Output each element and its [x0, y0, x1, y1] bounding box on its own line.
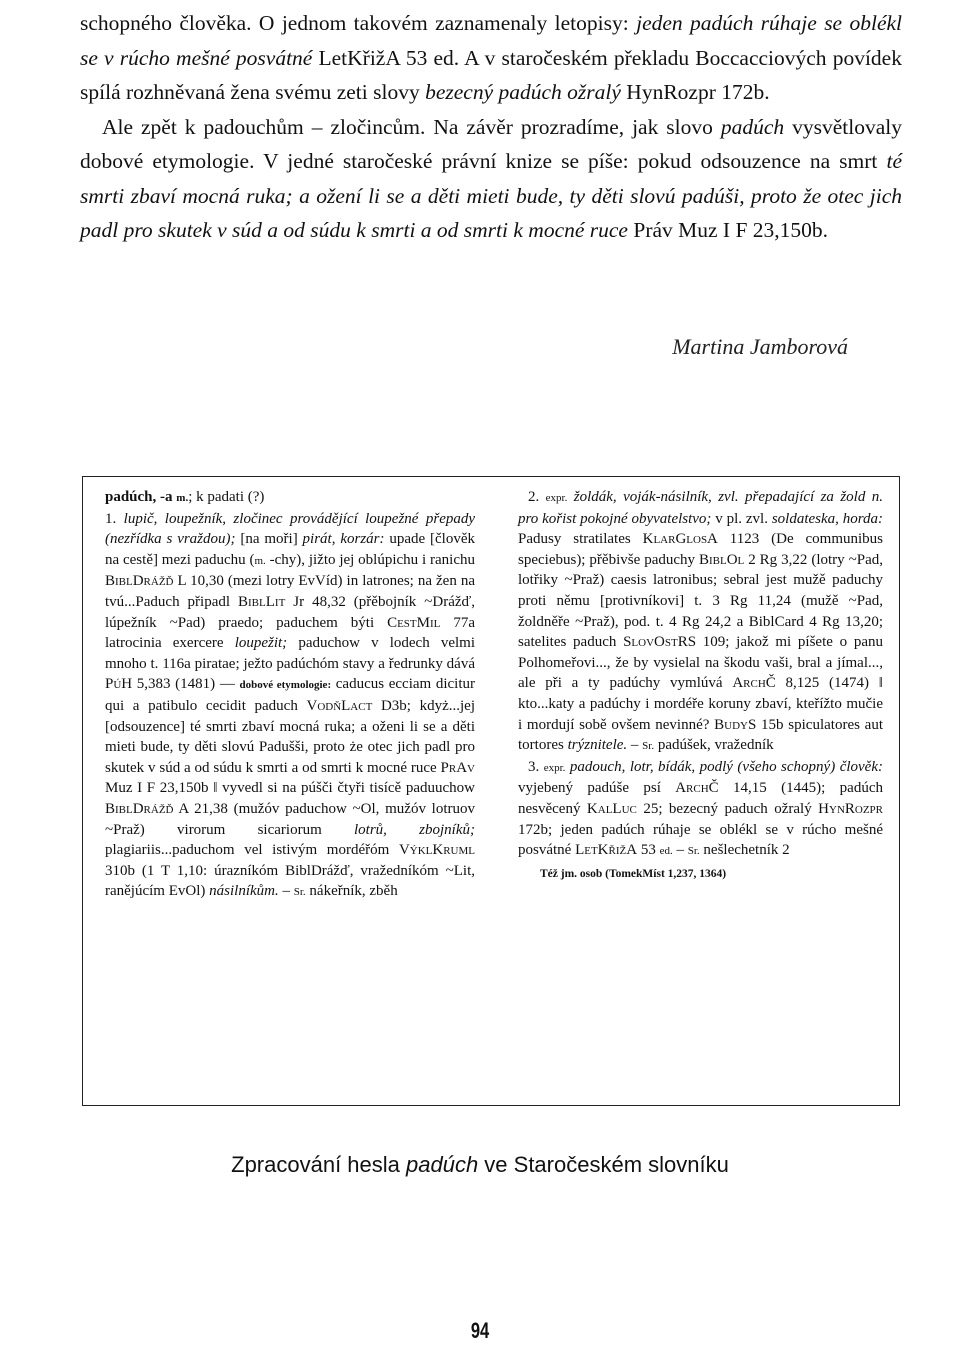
text-run: L 10,30 (mezi lotry EvVíd) in latrones; na žen na tvú...Paduch připadl [105, 573, 475, 610]
tilde-sign: ~ [424, 593, 433, 610]
paragraph-2 [80, 110, 902, 248]
entry-head [105, 487, 475, 509]
tilde-sign: ~ [575, 613, 584, 630]
definition: násilníkům. [209, 883, 279, 900]
text-run: – [672, 842, 688, 859]
author-signature: Martina Jamborová [672, 334, 848, 359]
source-abbrev: BudyS [714, 716, 757, 733]
italic-quote: bezecný padúch ožralý [425, 80, 621, 104]
text-run: Praž) caesis latronibus; sebral jest mužě paduchy proti němu [protivníkovi] t. 3 Rg 11,24 (mužě [518, 572, 883, 609]
section-label: dobové etymologie: [239, 679, 332, 692]
definition: pirát, korzár: [302, 531, 385, 548]
text-run: – [278, 883, 294, 900]
text-run: Praž), pod. t. 4 Rg 24,2 a BiblCard 4 Rg 13,20; satelites paduch [518, 613, 883, 651]
text-run: 2 Rg 3,22 (lotry [744, 551, 849, 568]
italic-term: padúch [720, 114, 785, 139]
definition: loupežit; [234, 635, 288, 652]
sense-2 [518, 487, 883, 757]
source-abbrev: ArchČ [732, 675, 776, 692]
italic-quote: jeden padúch rúhaje se oblékl se v rúcho mešné posvátné [80, 11, 903, 70]
text-run: Jr 48,32 (přěbojník [285, 593, 425, 610]
text-run: v pl. zvl. [711, 510, 772, 527]
text-run: nákeřník, zběh [305, 883, 398, 900]
sense-3 [518, 757, 883, 862]
text-run: 8,125 (1474) ‖ kto...katy a padúchy i mordéře koruny zbaví, kteřížto mučie i mordují sobě ovšem nevinné? [518, 675, 883, 733]
figure-caption [0, 1152, 960, 1178]
tilde-sign: ~ [848, 551, 857, 568]
italic-quote: té smrti zbaví mocná ruka; a ožení li se a děti mieti bude, ty děti slovú padúši, proto že otec jich padl pro skutek v súd a od súdu k smrti a od smrti k mocné ruce [80, 149, 902, 242]
text-run: D3b; kdyż...jej [odsouzence] té smrti zbaví mocná ruka; a oženi li se a děti mieti bude, ty děti slovú Padušši, proto że otec jich padl pro skutek v súd a od súdu k smrti a od smrti k mocné ruce [105, 697, 475, 776]
text-run: A 21,38 (mužóv paduchow [173, 800, 353, 817]
text-run: upade [člověk na cestě] mezi paduchu ( [105, 531, 475, 568]
tilde-sign: ~ [445, 862, 454, 879]
entry-note: Též jm. osob (TomekMíst 1,237, 1364) [540, 867, 727, 880]
edition-label: ed. [659, 845, 673, 858]
tilde-sign: ~ [848, 592, 857, 609]
text-run: vyjebený padúše psí [518, 780, 676, 797]
entry-column-left [105, 487, 475, 903]
definition: lupič, loupežník, zločinec provádějící loupežné přepady (nezřídka s vraždou); [105, 510, 476, 548]
page-number: 94 [470, 1318, 490, 1343]
definition: žoldák, voják-násilník, zvl. přepadající za žold n. pro kořist pokojné obyvatelstvo; [518, 489, 883, 527]
etymology: ; k padati (?) [188, 489, 265, 505]
tilde-sign: ~ [105, 821, 114, 838]
text-run: nešlechetník 2 [699, 842, 790, 859]
text-run: Zpracování hesla [231, 1152, 406, 1177]
source-abbrev: BiblDrážď [105, 573, 174, 590]
source-abbrev: PúH [105, 676, 133, 693]
text-run: 1123 (De communibus speciebus); přěbivše paduchy [518, 531, 883, 568]
text-run: Muz I F 23,150b ‖ vyvedl si na púšči čtyři tisícě paduuchow [105, 780, 475, 797]
source-abbrev: BiblDrážď [105, 800, 174, 817]
grammar: -a [156, 489, 177, 505]
source-abbrev: PrAv [440, 759, 475, 776]
text-run: Ale zpět k padouchům – zločincům. Na závěr prozradíme, jak slovo [102, 114, 721, 139]
source-abbrev: SlovOstRS [623, 634, 697, 651]
text-run: schopného člověka. O jednom takovém zaznamenaly letopisy: [80, 11, 637, 35]
text-run: Drážď, lúpežník [105, 593, 475, 631]
text-run: 310b (1 T 1,10: úrazníkóm BiblDrážď, vražedníkóm [105, 862, 446, 879]
tilde-sign: ~ [169, 614, 178, 631]
text-run: 77a latrocinia exercere [105, 614, 475, 652]
text-run: vysvětlovaly dobové etymologie. V jedné staročeské právní knize se píše: pokud odsouzence na smrt [80, 114, 902, 173]
text-run: [na moři] [235, 531, 303, 548]
text-run: 53 [637, 842, 660, 859]
text-run: Padusy stratilates [518, 531, 643, 548]
style-label: expr. [545, 492, 568, 504]
text-run: 14,15 (1445); padúch nesvěcený [518, 780, 883, 817]
source-abbrev: KlarGlosA [642, 531, 718, 548]
source-abbrev: LetKřižA [575, 842, 638, 859]
source-abbrev: BiblLit [238, 593, 286, 610]
headword: padúch, [105, 489, 157, 505]
text-run: padúšek, vražedník [654, 737, 774, 754]
text-run: Ol, mužóv lotruov [360, 800, 476, 817]
text-run: 109; jakož mi píšete o panu Polhomeřovi..., že by vysielal na škodu vaši, bral a jímal..., ale při a ty padúchy vymlúvá [518, 634, 883, 692]
gender-label: m. [176, 492, 189, 504]
text-run: -chy), jižto jej oblúpichu i ranichu [265, 551, 475, 568]
text-run: plagiariis...paduchom vel istivým mordéřóm [105, 842, 399, 859]
italic-term: padúch [406, 1152, 479, 1177]
paragraph-1 [80, 6, 902, 110]
text-run: 5,383 (1481) — [132, 676, 240, 693]
source-abbrev: CestMil [387, 614, 441, 631]
definition: soldateska, horda: [771, 510, 884, 527]
text-run: 15b spiculatores aut tortores [518, 716, 883, 754]
text-run: paduchow v lodech velmi mnoho t. 116a piratae; ježto padúchóm stavy a ředrunky dává [105, 635, 475, 672]
article-text [80, 6, 902, 248]
definition: lotrů, zbojníků; [354, 821, 475, 838]
tilde-sign: ~ [352, 800, 361, 817]
cross-ref-label: Sr. [642, 740, 655, 753]
text-run: LetKřižA 53 ed. A v staročeském překladu Boccacciových povídek spílá rozhněvaná žena svému zeti slovy [80, 45, 902, 104]
text-run: HynRozpr 172b. [620, 80, 770, 104]
source-abbrev: VodňLact [306, 697, 373, 714]
sense-1 [105, 509, 475, 903]
entry-column-right [518, 487, 883, 884]
style-label: expr. [543, 761, 566, 774]
text-run: Práv Muz I F 23,150b. [627, 218, 829, 242]
definition: padouch, lotr, bídák, podlý (všeho schopný) člověk: [565, 758, 883, 775]
text-run: Pad, lotřiky [518, 551, 883, 589]
text-run: Pad) praedo; paduchem býti [177, 614, 388, 631]
text-run: ve Staročeském slovníku [478, 1152, 729, 1177]
sense-number: 3. [528, 758, 544, 775]
text-run: Pad, žoldněře [518, 592, 883, 630]
text-run: 172b; jeden padúch rúhaje se oblékl se v rúcho mešné posvátné [518, 821, 883, 859]
text-run: caducus ecciam dicitur qui a patibulo cecidit paduch [105, 676, 475, 714]
dictionary-entry-box [82, 476, 900, 1106]
sense-number: 2. [528, 489, 546, 505]
source-abbrev: BiblOl [698, 551, 745, 568]
text-run: – [627, 737, 643, 754]
text-run: Lit, ranějúcím EvOl) [105, 862, 475, 900]
source-abbrev: HynRozpr [818, 800, 884, 817]
source-abbrev: KalLuc [586, 800, 637, 817]
source-abbrev: ArchČ [675, 780, 719, 797]
tilde-sign: ~ [564, 572, 573, 589]
gender-label: m. [254, 554, 266, 567]
text-run: Praž) virorum sicariorum [113, 821, 354, 838]
cross-ref-label: Sr. [687, 845, 700, 858]
text-run: 25; bezecný paduch ožralý [636, 800, 819, 817]
cross-ref-label: Sr. [293, 886, 306, 899]
sense-number: 1. [105, 510, 124, 527]
source-abbrev: VýklKruml [398, 842, 475, 859]
definition: trýznitele. [567, 737, 628, 754]
